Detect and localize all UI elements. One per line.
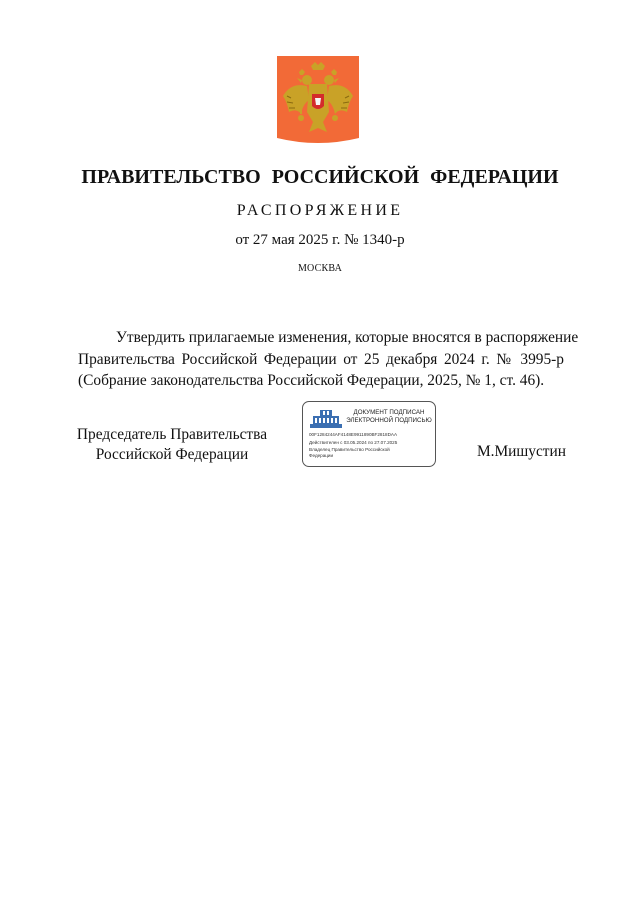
stamp-validity: Действителен с 03.05.2024 по 27.07.2025 — [309, 440, 398, 445]
government-title: ПРАВИТЕЛЬСТВО РОССИЙСКОЙ ФЕДЕРАЦИИ — [81, 166, 559, 188]
stamp-title-line: ДОКУМЕНТ ПОДПИСАН — [353, 409, 425, 416]
electronic-signature-stamp — [302, 401, 436, 467]
order-text-line: Утвердить прилагаемые изменения, которые вносятся в распоряжение — [116, 329, 579, 346]
signer-name: М.Мишустин — [476, 443, 566, 460]
government-building-icon — [309, 408, 343, 430]
document-date-number: от 27 мая 2025 г. № 1340-р — [235, 232, 405, 248]
signer-role-line: Российской Федерации — [95, 446, 249, 463]
order-text-line: (Собрание законодательства Российской Федерации, 2025, № 1, ст. 46). — [78, 372, 545, 389]
order-text-line: Правительства Российской Федерации от 25 декабря 2024 г. № 3995-р — [78, 350, 564, 368]
coat-of-arms-icon — [277, 56, 359, 144]
stamp-title — [345, 409, 433, 425]
order-text — [78, 327, 579, 392]
signer-role-line: Председатель Правительства — [76, 426, 268, 443]
document-type: РАСПОРЯЖЕНИЕ — [236, 202, 404, 219]
stamp-certificate: 00F1284244AF4148E9911890BF2818DAA — [309, 432, 398, 437]
document-city: МОСКВА — [297, 263, 343, 274]
stamp-owner: Владелец Правительство Российской Федерации — [309, 447, 390, 458]
stamp-title-line: ЭЛЕКТРОННОЙ ПОДПИСЬЮ — [346, 417, 432, 424]
signer-role — [72, 425, 272, 465]
